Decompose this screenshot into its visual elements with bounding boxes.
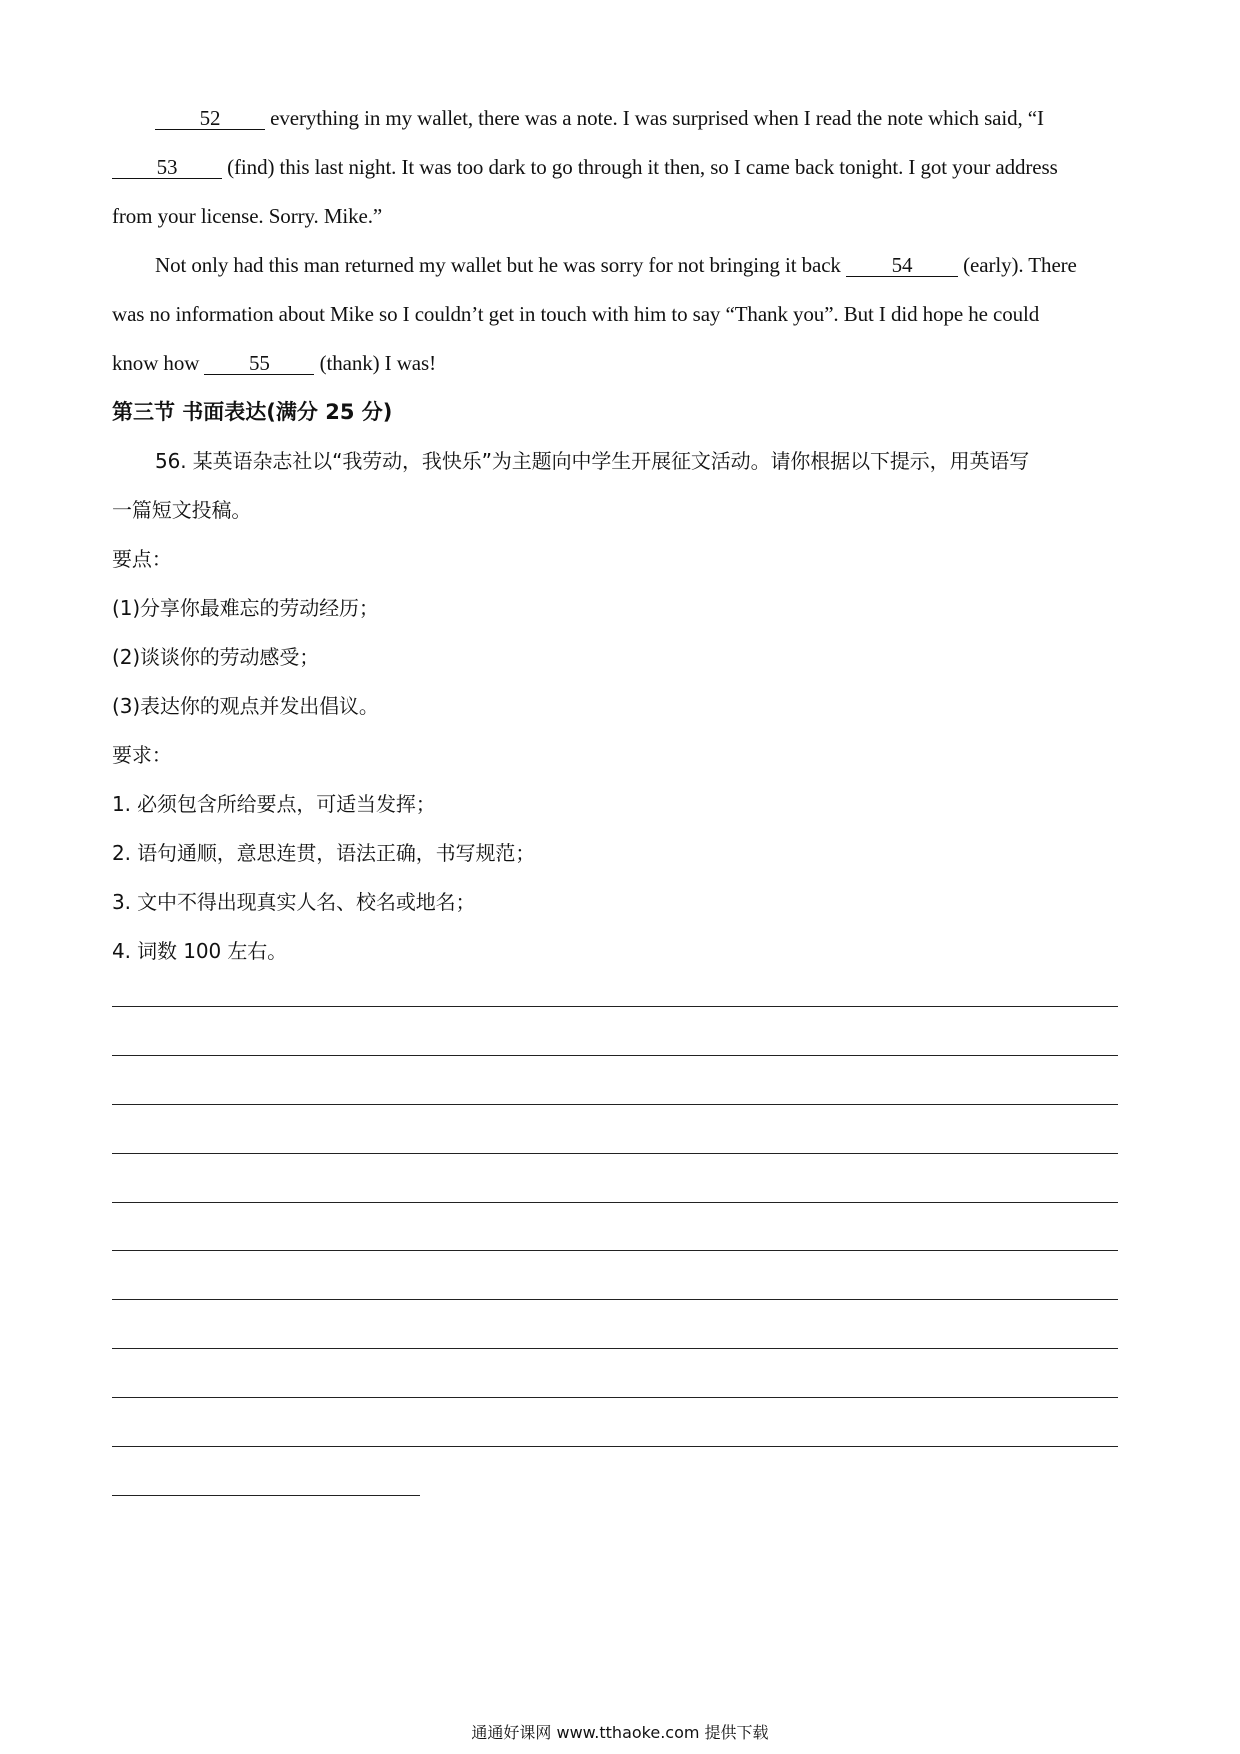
blank-52[interactable]: 52: [155, 107, 265, 130]
requirement-item-3: 3. 文中不得出现真实人名、校名或地名；: [112, 890, 476, 914]
requirement-item-1: 1. 必须包含所给要点，可适当发挥；: [112, 792, 436, 816]
writing-line[interactable]: [112, 1397, 1118, 1398]
passage-text-line6-pre: know how: [112, 351, 205, 375]
passage-text-line6-post: (thank) I was!: [314, 351, 436, 375]
writing-line-short[interactable]: [112, 1495, 420, 1496]
point-item-1: (1)分享你最难忘的劳动经历；: [112, 596, 379, 620]
blank-55[interactable]: 55: [204, 352, 314, 375]
point-item-3: (3)表达你的观点并发出倡议。: [112, 694, 379, 718]
passage-line-1: [155, 104, 1044, 132]
passage-line-5: [112, 300, 1039, 328]
blank-54[interactable]: 54: [846, 254, 958, 277]
points-label: 要点：: [112, 547, 172, 571]
writing-line[interactable]: [112, 1006, 1118, 1007]
requirements-label: 要求：: [112, 743, 172, 767]
writing-line[interactable]: [112, 1055, 1118, 1056]
blank-53[interactable]: 53: [112, 156, 222, 179]
passage-text-line4-post: (early). There: [957, 253, 1077, 277]
requirement-item-2: 2. 语句通顺，意思连贯，语法正确，书写规范；: [112, 841, 536, 865]
writing-line[interactable]: [112, 1446, 1118, 1447]
passage-line-6: [112, 349, 436, 377]
passage-line-2: [112, 153, 1058, 181]
passage-text-line4-pre: Not only had this man returned my wallet but he was sorry for not bringing it back: [155, 253, 846, 277]
section-heading: 第三节 书面表达(满分 25 分): [112, 400, 393, 424]
passage-text-53: (find) this last night. It was too dark to go through it then, so I came back tonight. I got your address: [222, 155, 1058, 179]
writing-line[interactable]: [112, 1250, 1118, 1251]
requirement-item-4: 4. 词数 100 左右。: [112, 939, 288, 963]
writing-line[interactable]: [112, 1153, 1118, 1154]
writing-line[interactable]: [112, 1104, 1118, 1105]
passage-text-line5: was no information about Mike so I couldn’t get in touch with him to say “Thank you”. But I did hope he could: [112, 302, 1040, 326]
passage-text-line3: from your license. Sorry. Mike.”: [112, 204, 383, 228]
page-footer: 通通好课网 www.tthaoke.com 提供下载: [471, 1723, 769, 1742]
writing-line[interactable]: [112, 1299, 1118, 1300]
passage-text-52: everything in my wallet, there was a note. I was surprised when I read the note which said, “I: [265, 106, 1044, 130]
passage-line-4: [155, 251, 1077, 279]
task-intro-line-2: 一篇短文投稿。: [112, 498, 252, 522]
writing-line[interactable]: [112, 1202, 1118, 1203]
writing-line[interactable]: [112, 1348, 1118, 1349]
point-item-2: (2)谈谈你的劳动感受；: [112, 645, 320, 669]
passage-line-3: [112, 202, 382, 230]
task-intro-line-1: 56. 某英语杂志社以“我劳动，我快乐”为主题向中学生开展征文活动。请你根据以下提示，用英语写: [155, 449, 1030, 473]
